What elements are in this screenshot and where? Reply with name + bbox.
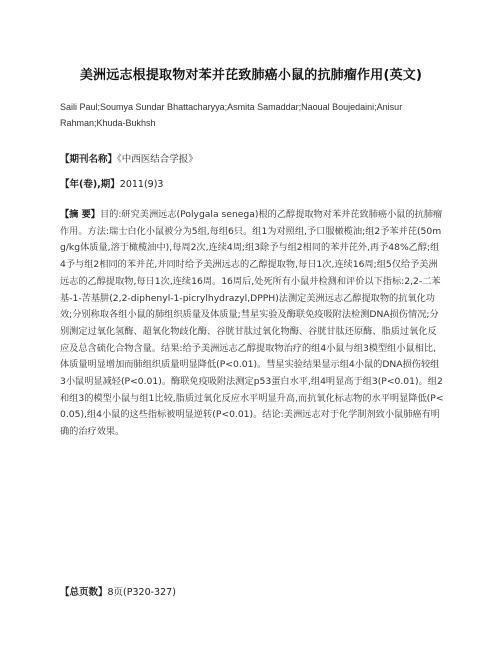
- page-count-field: [60, 584, 176, 598]
- journal-field: [60, 151, 198, 165]
- journal-label: 【期刊名称】: [60, 154, 118, 165]
- abstract-label: 【摘 要】: [60, 209, 100, 220]
- journal-value: 《中西医结合学报》: [117, 154, 198, 165]
- abstract-block: [60, 207, 444, 441]
- paper-title: 美洲远志根提取物对苯并芘致肺癌小鼠的抗肺瘤作用(英文): [79, 68, 423, 83]
- page-count-value: 8页(P320-327): [107, 587, 176, 598]
- year-issue-label: 【年(卷),期】: [60, 179, 120, 190]
- page-count-label: 【总页数】: [60, 587, 108, 598]
- author-list: Saili Paul;Soumya Sundar Bhattacharyya;Asmita Samaddar;Naoual Boujedaini;Anisur Rahman;Khuda-Bukhsh: [60, 102, 403, 128]
- abstract-text: 目的:研究美洲远志(Polygala senega)根的乙醇提取物对苯并芘致肺癌小鼠的抗肺瘤作用。方法:瑞士白化小鼠被分为5组,每组6只。组1为对照组,予口服橄榄油;组2予苯并芘(50mg/kg体质量,溶于橄榄油中),每周2次,连续4周;组3除予与组2相同的苯并芘外,再予48%乙醇;组4予与组2相同的苯并芘,并同时给予美洲远志的乙醇提取物,每日1次,连续16周;组5仅给予美洲远志的乙醇提取物,每日1次,连续16周。16周后,处死所有小鼠并检测和评价以下指标:2,2-二苯基-1-苦基肼(2,2-diphenyl-1-picrylhydrazyl,DPPH)法测定美洲远志乙醇提取物的抗氧化功效;分别称取各组小鼠的肺组织质量及体质量;彗星实验及酶联免疫吸附法检测DNA损伤情况;分别测定过氧化氢酶、超氧化物歧化酶、谷胱甘肽过氧化物酶、谷胱甘肽还原酶、脂质过氧化反应及总含硫化合物含量。结果:给予美洲远志乙醇提取物治疗的组4小鼠与组3模型组小鼠相比,体质量明显增加而肺组织质量明显降低(P<0.01)。彗星实验结果显示组4小鼠的DNA损伤较组3小鼠明显减轻(P<0.01)。酶联免疫吸附法测定p53蛋白水平,组4明显高于组3(P<0.01)。组2和组3的模型小鼠与组1比较,脂质过氧化反应水平明显升高,而抗氧化标志物的水平明显降低(P<0.05),组4小鼠的这些指标被明显逆转(P<0.01)。结论:美洲远志对于化学制剂致小鼠肺癌有明确的治疗效果。: [60, 209, 444, 438]
- year-issue-value: 2011(9)3: [119, 179, 164, 190]
- year-issue-field: [60, 176, 163, 190]
